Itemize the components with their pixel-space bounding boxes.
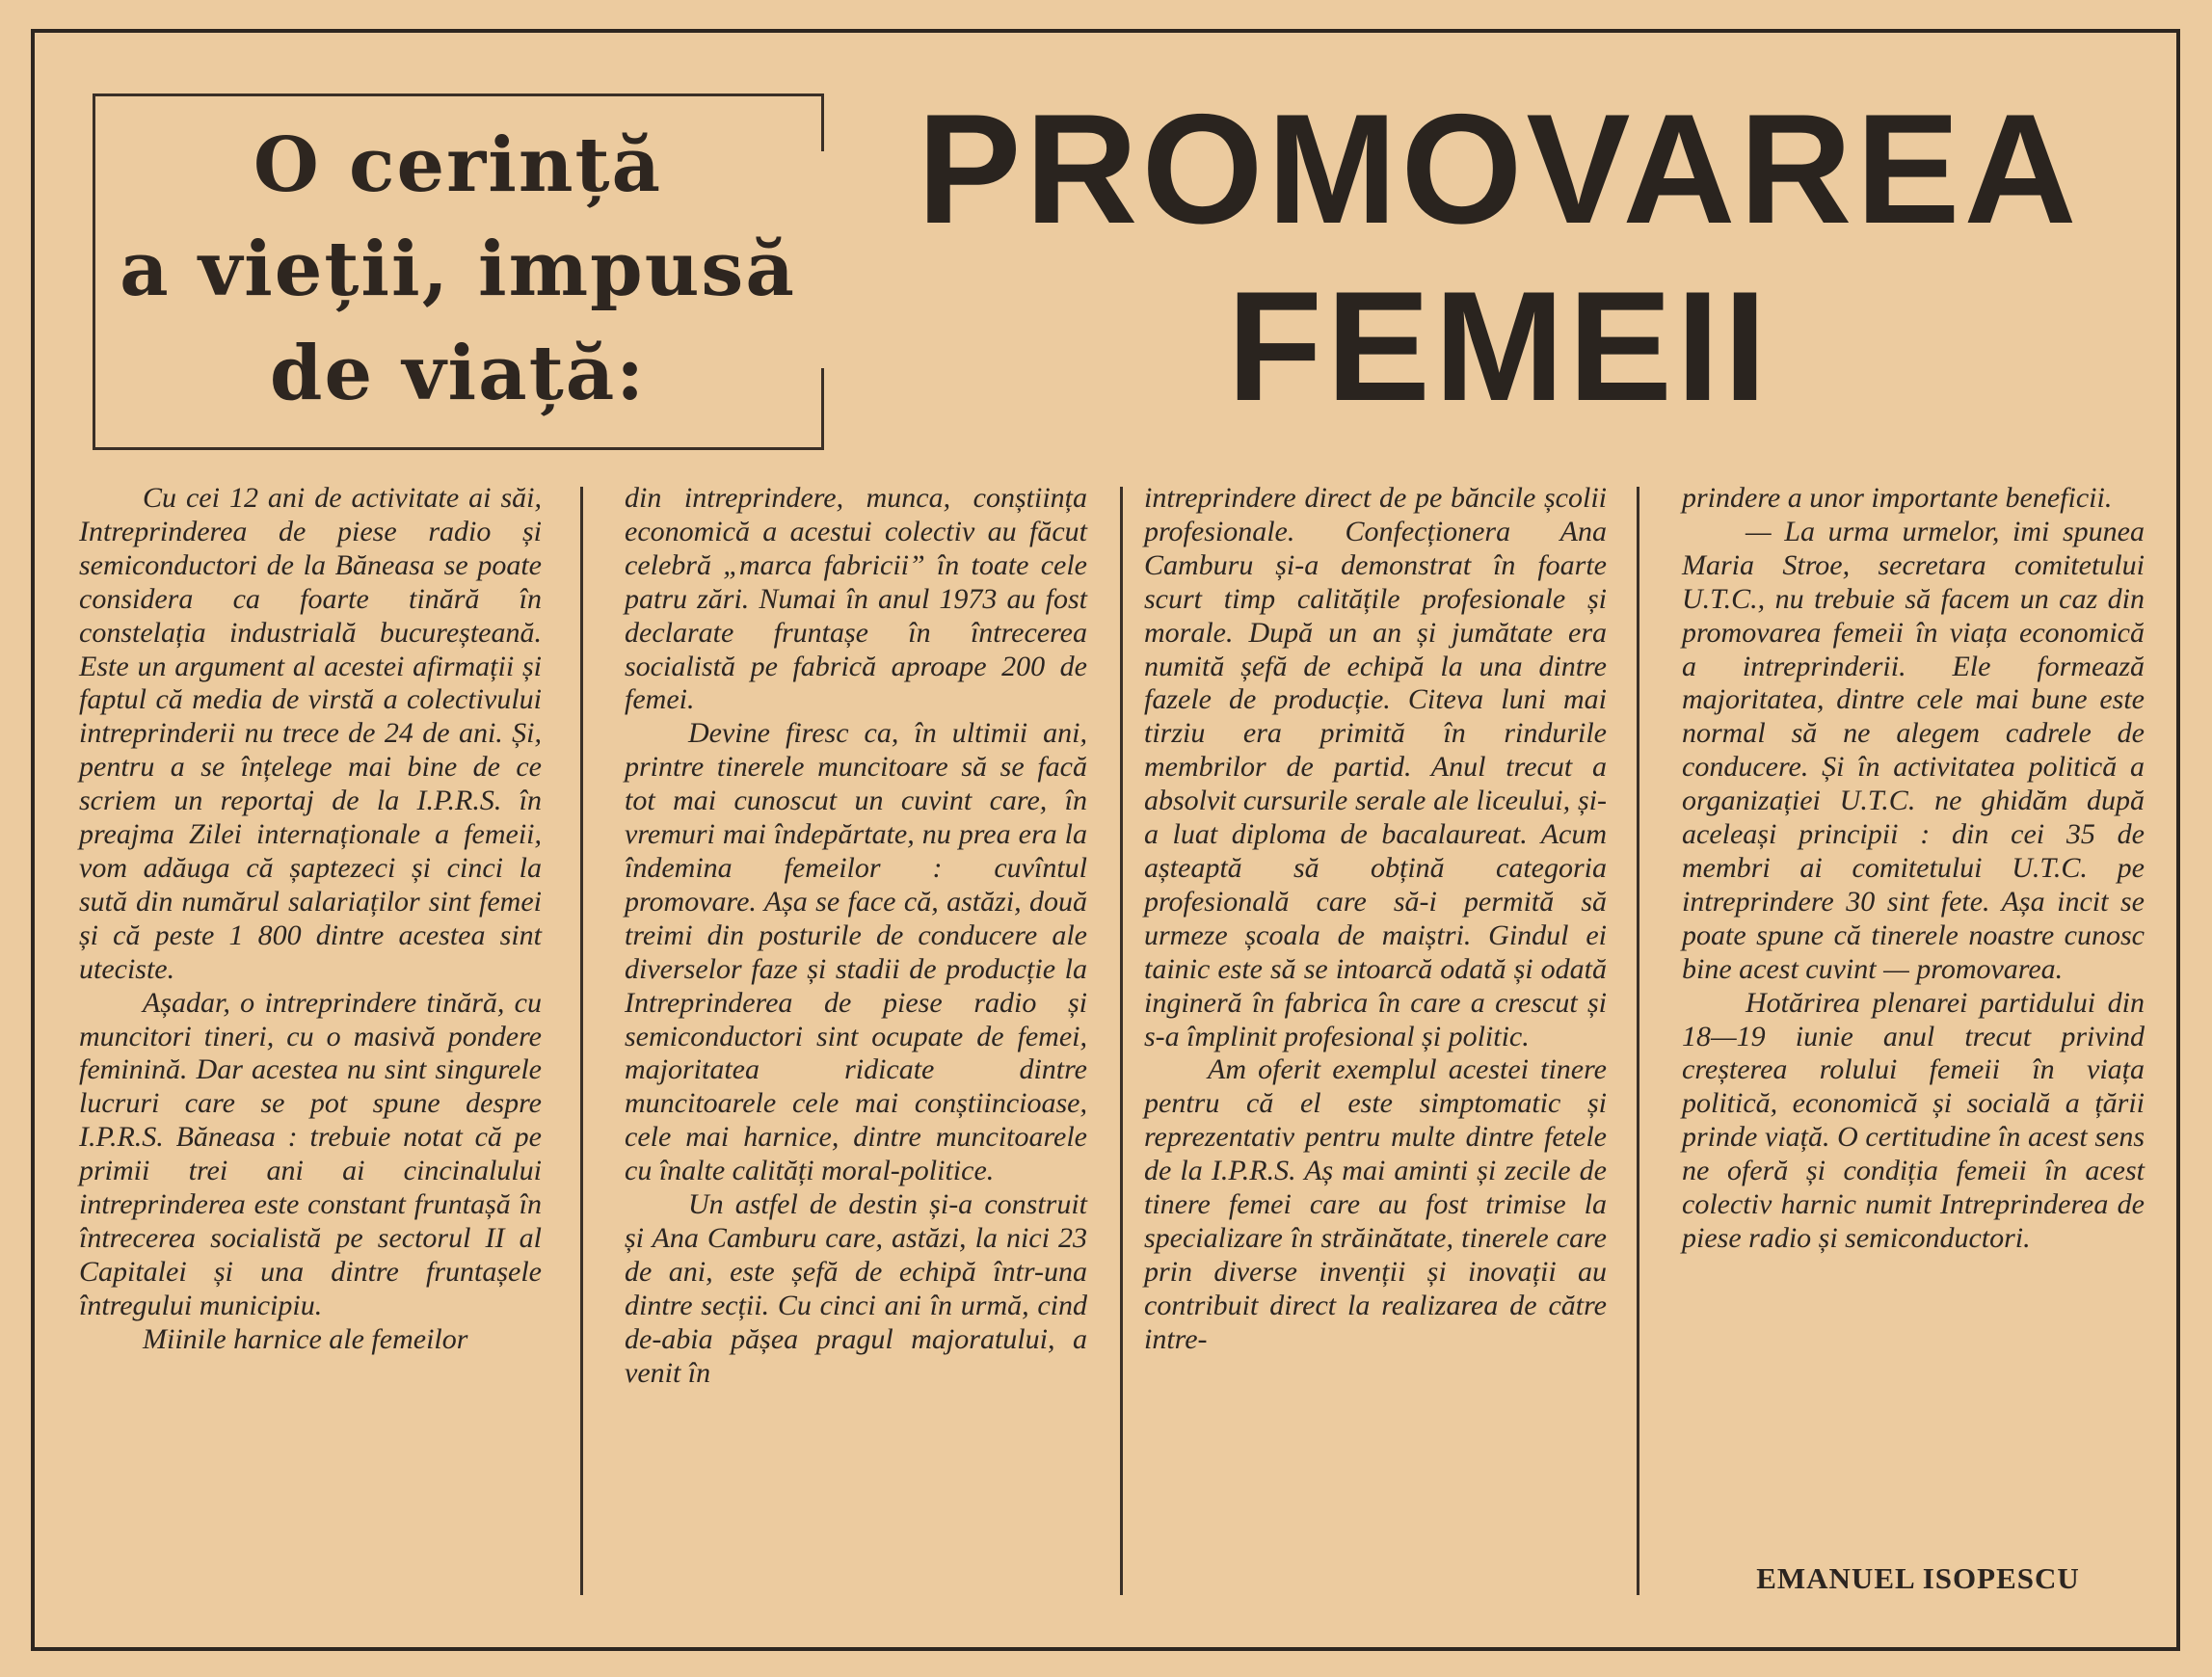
- headline: [906, 82, 2092, 441]
- headline-line-1: PROMOVAREA: [917, 82, 2081, 256]
- paragraph: intreprindere direct de pe băncile școlii profesionale. Confecționera Ana Camburu și-a demonstrat în foarte scurt timp calitățile profesionale și morale. După un an și jumătate era numită șefă de echipă la una dintre fazele de producție. Citeva luni mai tirziu era primită în rindurile membrilor de partid. Anul trecut a absolvit cursurile serale ale liceului, și-a luat diploma de bacalaureat. Acum așteaptă să obțină categoria profesională care să-i permită să urmeze școala de maiștri. Gindul ei tainic este să se intoarcă odată și odată ingineră în fabrica în care a crescut și s-a împlinit profesional și politic.: [1144, 482, 1607, 1052]
- paragraph: Un astfel de destin și-a construit și Ana Camburu care, astăzi, la nici 23 de ani, este șefă de echipă într-una dintre secții. Cu cinci ani în urmă, cind de-abia pășea pragul majoratului, a venit în: [625, 1188, 1087, 1389]
- column-rule: [1637, 487, 1639, 1595]
- paragraph: Devine firesc ca, în ultimii ani, printre tinerele muncitoare să se facă tot mai cunoscut un cuvint care, în vremuri mai îndepărtate, nu prea era la îndemina femeilor : cuvîntul promovare. Așa se face că, astăzi, două treimi din posturile de conducere ale diverselor faze și stadii de producție la Intreprinderea de piese radio și semiconductori sint ocupate de femei, majoritatea ridicate dintre muncitoarele cele mai conștiincioase, cele mai harnice, dintre muncitoarele cu înalte calități moral-politice.: [625, 717, 1087, 1187]
- kicker-line-3: de viață:: [269, 330, 647, 417]
- byline: EMANUEL ISOPESCU: [1756, 1561, 2080, 1595]
- paragraph: Hotărirea plenarei partidului din 18—19 iunie anul trecut privind creșterea rolului femeii în viața politică, economică și socială a țării prinde viață. O certitudine în acest sens ne oferă și condiția femeii în acest colectiv harnic numit Intreprinderea de piese radio și semiconductori.: [1682, 986, 2145, 1254]
- paragraph: Așadar, o intreprindere tinără, cu muncitori tineri, cu o masivă pondere feminină. Dar acestea nu sint singurele lucruri care se pot spune despre I.P.R.S. Băneasa : trebuie notat că pe primii trei ani ai cincinalului intreprinderea este constant fruntașă în întrecerea socialistă pe sectorul II al Capitalei și una dintre fruntașele întregului municipiu.: [79, 986, 542, 1321]
- paragraph: Cu cei 12 ani de activitate ai săi, Intreprinderea de piese radio și semiconductori de la Băneasa se poate considera ca foarte tinără în constelația industrială bucureșteană. Este un argument al acestei afirmații și faptul că media de virstă a colectivului intreprinderii nu trece de 24 de ani. Și, pentru a se înțelege mai bine de ce scriem un reportaj de la I.P.R.S. în preajma Zilei internaționale a femeii, vom adăuga că șaptezeci și cinci la sută din numărul salariaților sint femei și că peste 1 800 dintre acestea sint uteciste.: [79, 482, 542, 985]
- kicker-line-2: a vieții, impusă: [120, 226, 796, 313]
- article-column-1: [79, 482, 542, 1357]
- article-column-4: [1682, 482, 2145, 1256]
- column-rule: [580, 487, 583, 1595]
- column-rule: [1120, 487, 1123, 1595]
- paragraph: din intreprindere, munca, conștiința economică a acestui colectiv au făcut celebră „marca fabricii” în toate cele patru zări. Numai în anul 1973 au fost declarate fruntașe în întrecerea socialistă pe fabrică aproape 200 de femei.: [625, 482, 1087, 716]
- kicker-title: [96, 114, 819, 426]
- article-column-2: [625, 482, 1087, 1390]
- paragraph: — La urma urmelor, imi spunea Maria Stroe, secretara comitetului U.T.C., nu trebuie să facem un caz din promovarea femeii în viața economică a intreprinderii. Ele formează majoritatea, dintre cele mai bune este normal să ne alegem cadrele de conducere. Și în activitatea politică a organizației U.T.C. ne ghidăm după aceleași principii : din cei 35 de membri ai comitetului U.T.C. pe intreprindere 30 sint fete. Așa incit se poate spune că tinerele noastre cunosc bine acest cuvint — promovarea.: [1682, 515, 2145, 985]
- article-column-3: [1144, 482, 1607, 1357]
- kicker-line-1: O cerință: [253, 121, 663, 209]
- paragraph: prindere a unor importante beneficii.: [1682, 482, 2113, 514]
- paragraph: Am oferit exemplul acestei tinere pentru că el este simptomatic și reprezentativ pentru multe dintre fetele de la I.P.R.S. Aș mai aminti și zecile de tinere femei care au fost trimise la specializare în străinătate, tinerele care prin diverse invenții și inovații au contribuit direct la realizarea de către intre-: [1144, 1053, 1607, 1355]
- headline-line-2: FEMEII: [1226, 259, 1772, 434]
- paragraph: Miinile harnice ale femeilor: [143, 1322, 468, 1355]
